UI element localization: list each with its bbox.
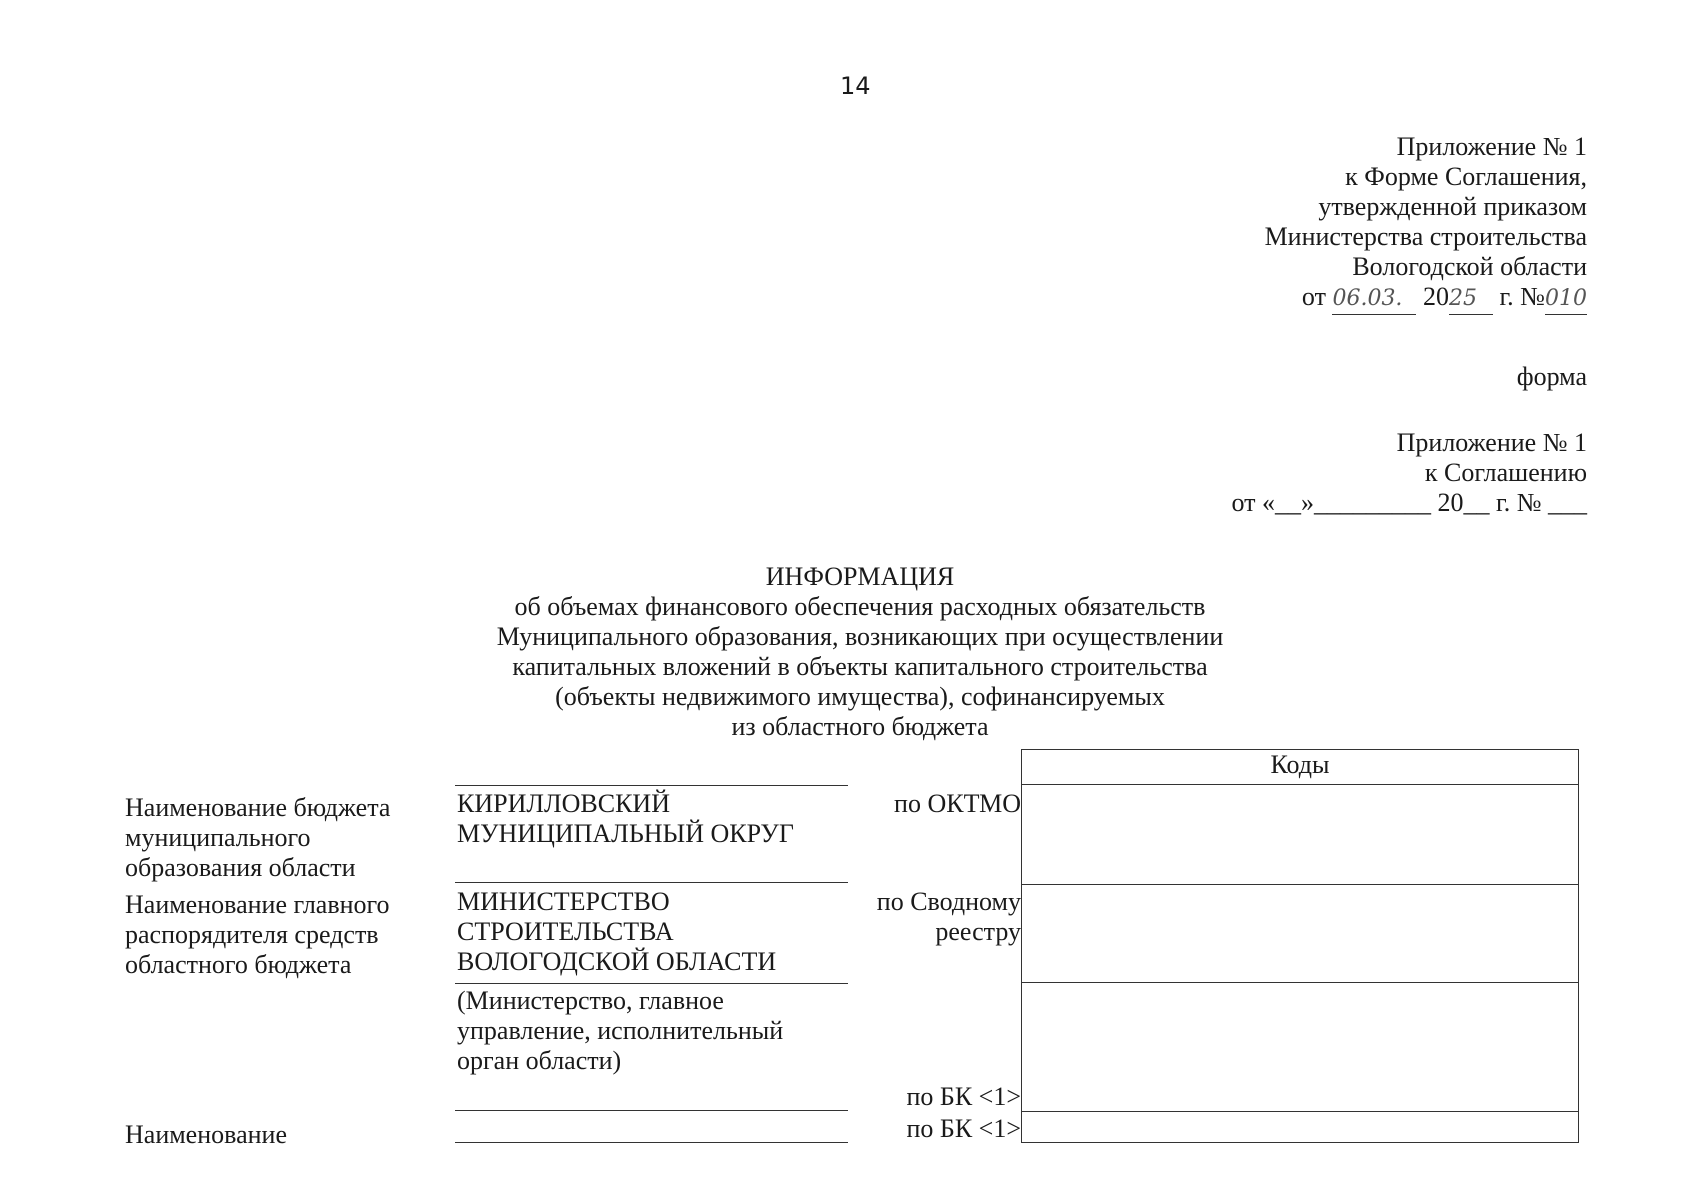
divider-budget-bottom	[455, 882, 848, 883]
manager-note-line-1: (Министерство, главное	[457, 986, 724, 1015]
appendix-line-2: к Форме Соглашения,	[1345, 162, 1587, 191]
budget-label-line-2: муниципального	[125, 823, 311, 852]
manager-label-line-3: областного бюджета	[125, 950, 352, 979]
budget-label-line-3: образования области	[125, 853, 356, 882]
year-prefix: 20	[1422, 282, 1449, 311]
manager-label-line-1: Наименование главного	[125, 890, 390, 919]
title-line-2: Муниципального образования, возникающих при осуществлении	[496, 622, 1224, 651]
appendix-header	[1265, 132, 1587, 315]
codes-row-bk-2	[1022, 1111, 1578, 1112]
bk-label-2: по БК <1>	[906, 1114, 1021, 1143]
manager-label-line-2: распорядителя средств	[125, 920, 379, 949]
divider-bk-1	[455, 1110, 848, 1111]
manager-note-line-2: управление, исполнительный	[457, 1016, 784, 1045]
title-line-4: (объекты недвижимого имущества), софинансируемых	[555, 682, 1165, 711]
number-prefix: г. №	[1499, 282, 1545, 311]
appendix-line-5: Вологодской области	[1352, 252, 1587, 281]
handwritten-year: 25	[1449, 284, 1493, 315]
agreement-line-1: Приложение № 1	[1396, 428, 1587, 457]
appendix-line-1: Приложение № 1	[1396, 132, 1587, 161]
budget-value	[457, 789, 794, 849]
divider-name	[455, 1142, 848, 1143]
codes-row-registry	[1022, 884, 1578, 885]
manager-value-line-2: СТРОИТЕЛЬСТВА	[457, 917, 674, 946]
agreement-line-3: от «__»_________ 20__ г. № ___	[1231, 488, 1587, 517]
bk-label-1: по БК <1>	[906, 1082, 1021, 1111]
budget-label	[125, 793, 390, 883]
handwritten-number: 010	[1545, 284, 1587, 315]
handwritten-date: 06.03.	[1332, 284, 1416, 315]
manager-value	[457, 887, 776, 977]
manager-value-line-1: МИНИСТЕРСТВО	[457, 887, 670, 916]
manager-value-line-3: ВОЛОГОДСКОЙ ОБЛАСТИ	[457, 947, 777, 976]
registry-label-line-2: реестру	[935, 917, 1021, 946]
oktmo-label: по ОКТМО	[894, 789, 1021, 818]
registry-label-line-1: по Сводному	[876, 887, 1021, 916]
codes-header: Коды	[1270, 750, 1330, 779]
codes-table	[1021, 749, 1579, 1143]
form-label: форма	[1516, 362, 1587, 391]
divider-manager-bottom	[455, 983, 848, 984]
name-label: Наименование	[125, 1120, 287, 1149]
divider-top-budget	[455, 785, 848, 786]
page-number: 14	[840, 72, 871, 100]
manager-label	[125, 890, 390, 980]
registry-label	[877, 887, 1021, 947]
codes-row-bk-1	[1022, 982, 1578, 983]
document-title	[370, 562, 1350, 742]
title-line-1: об объемах финансового обеспечения расходных обязательств	[514, 592, 1206, 621]
budget-value-line-1: КИРИЛЛОВСКИЙ	[457, 789, 670, 818]
title-line-5: из областного бюджета	[731, 712, 989, 741]
title-line-3: капитальных вложений в объекты капитального строительства	[512, 652, 1208, 681]
agreement-appendix	[1231, 428, 1587, 518]
title-heading: ИНФОРМАЦИЯ	[765, 562, 955, 591]
manager-note	[457, 986, 783, 1076]
agreement-line-2: к Соглашению	[1424, 458, 1587, 487]
budget-label-line-1: Наименование бюджета	[125, 793, 391, 822]
date-prefix: от	[1301, 282, 1326, 311]
budget-value-line-2: МУНИЦИПАЛЬНЫЙ ОКРУГ	[457, 819, 794, 848]
appendix-date-line	[1265, 282, 1587, 315]
manager-note-line-3: орган области)	[457, 1046, 622, 1075]
codes-row-oktmo	[1022, 784, 1578, 785]
appendix-line-4: Министерства строительства	[1264, 222, 1587, 251]
appendix-line-3: утвержденной приказом	[1318, 192, 1587, 221]
